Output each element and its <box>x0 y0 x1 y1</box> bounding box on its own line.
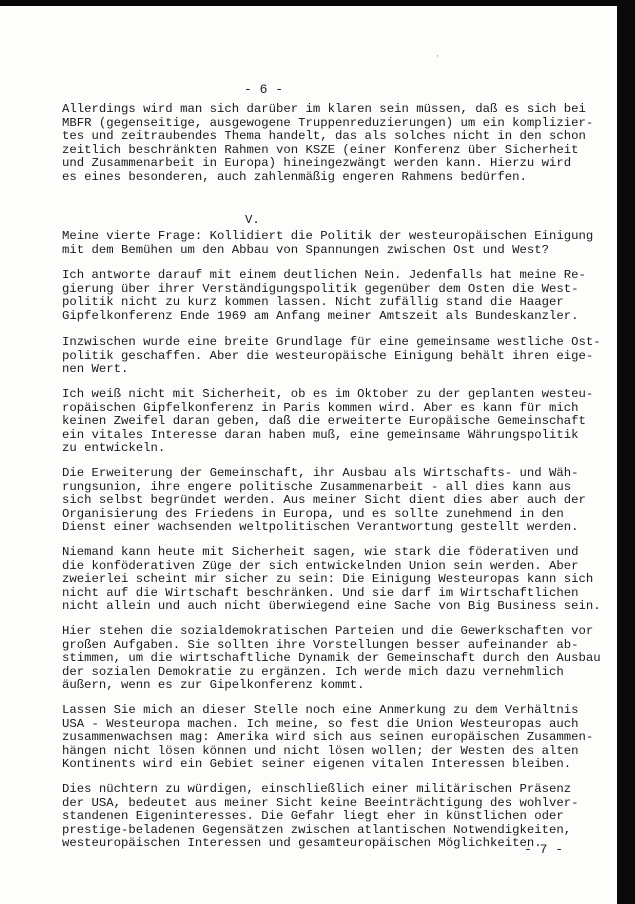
paragraph-question: Meine vierte Frage: Kollidiert die Politik der westeuropäischen Einigung mit dem Bemühen um den Abbau von Spannungen zwischen Ost und West? <box>62 229 594 257</box>
paragraph-erweiterung: Die Erweiterung der Gemeinschaft, ihr Ausbau als Wirtschafts- und Wäh- rungsunion, ihre engere politische Zusammenarbeit - all dies kann aus sich selbst begründet werden. Aus meiner Sicht dient dies aber auch der Organisierung des Friedens in Europa, und es sollte zunehmend in den Dienst einer wachsenden weltpolitischen Verantwortung gestellt werden. <box>62 466 586 535</box>
section-marker: V. <box>245 213 260 227</box>
paragraph-gefahr: Dies nüchtern zu würdigen, einschließlich einer militärischen Präsenz der USA, bedeutet aus meiner Sicht keine Beeinträchtigung des wohlver- standenen Eigeninteresses. Die Gefahr liegt eher in künstlichen oder prestige-beladenen Gegensätzen zwischen atlantischen Notwendigkeiten, westeuropäischen Interessen und gesamteuropäischen Möglichkeiten. <box>62 782 579 851</box>
paragraph-gipfel: Ich weiß nicht mit Sicherheit, ob es im Oktober zu der geplanten westeu- ropäischen Gipfelkonferenz in Paris kommen wird. Aber es kann für mich keinen Zweifel daran geben, daß die erweiterte Europäische Gemeinschaft ein vitales Interesse daran haben muß, eine gemeinsame Währungspolitik zu entwickeln. <box>62 387 594 456</box>
paragraph-union: Niemand kann heute mit Sicherheit sagen, wie stark die föderativen und die konföderativen Züge der sich entwickelnden Union sein werden. Aber zweierlei scheint mir sicher zu sein: Die Einigung Westeuropas kann sich nicht auf die Wirtschaft beschränken. Und sie darf im Wirtschaftlichen nicht allein und auch nicht überwiegend eine Sache von Big Business sein. <box>62 545 601 614</box>
document-page <box>0 6 617 904</box>
scan-speck: · <box>436 52 439 62</box>
page-number-next: - 7 - <box>524 842 564 857</box>
paragraph-mbfr: Allerdings wird man sich darüber im klaren sein müssen, daß es sich bei MBFR (gegenseitige, ausgewogene Truppenreduzierungen) um ein komplizier- tes und zeitraubendes Thema handelt, das als solches nicht in den schon zeitlich beschränkten Rahmen von KSZE (einer Konferenz über Sicherheit und Zusammenarbeit in Europa) hineingezwängt werden kann. Hierzu wird es eines besonderen, auch zahlenmäßig engeren Rahmens bedürfen. <box>62 102 594 184</box>
paragraph-ostpolitik: Inzwischen wurde eine breite Grundlage für eine gemeinsame westliche Ost- politik geschaffen. Aber die westeuropäische Einigung behält ihren eige- nen Wert. <box>62 335 601 377</box>
paragraph-answer: Ich antworte darauf mit einem deutlichen Nein. Jedenfalls hat meine Re- gierung über ihrer Verständigungspolitik gegenüber dem Osten die West- politik nicht zu kurz kommen lassen. Nicht zufällig stand die Haager Gipfelkonferenz Ende 1969 am Anfang meiner Amtszeit als Bundeskanzler. <box>62 268 586 323</box>
paragraph-sozialdemokratie: Hier stehen die sozialdemokratischen Parteien und die Gewerkschaften vor großen Aufgaben. Sie sollten ihre Vorstellungen besser aufeinander ab- stimmen, um die wirtschaftliche Dynamik der Gemeinschaft durch den Ausbau der sozialen Demokratie zu ergänzen. Ich werde mich dazu vernehmlich äußern, wenn es zur Gipelkonferenz kommt. <box>62 624 601 693</box>
paragraph-usa: Lassen Sie mich an dieser Stelle noch eine Anmerkung zu dem Verhältnis USA - Westeuropa machen. Ich meine, so fest die Union Westeuropas auch zusammenwachsen mag: Amerika wird sich aus seinen europäischen Zusammen- hängen nicht lösen können und nicht lösen wollen; der Westen des alten Kontinents wird ein Gebiet seiner eigenen vitalen Interessen bleiben. <box>62 703 594 772</box>
page-number-top: - 6 - <box>244 82 284 97</box>
scan-right-border <box>617 0 635 904</box>
